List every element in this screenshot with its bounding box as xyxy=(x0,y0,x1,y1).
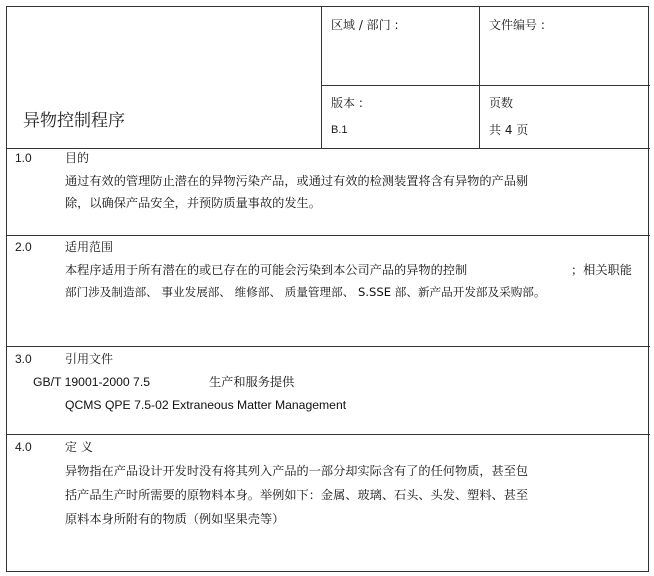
section-number-2: 2.0 xyxy=(15,240,32,254)
reference-standard-code: GB/T 19001-2000 7.5 xyxy=(33,375,150,389)
section-1-line-2: 除，以确保产品安全，并预防质量事故的发生。 xyxy=(65,196,321,210)
section-1-line-1: 通过有效的管理防止潜在的异物污染产品，或通过有效的检测装置将含有异物的产品剔 xyxy=(65,174,529,188)
version-value: B.1 xyxy=(331,124,348,136)
header-mid-rule xyxy=(321,85,650,86)
section-4-line-2: 括产品生产时所需要的原物料本身。举例如下：金属、玻璃、石头、头发、塑料、甚至 xyxy=(65,488,529,502)
section-heading-1: 目的 xyxy=(65,151,90,165)
header-divider-2 xyxy=(479,7,480,148)
doc-title: 异物控制程序 xyxy=(23,111,125,131)
section-heading-2: 适用范围 xyxy=(65,240,114,254)
header-bottom-rule xyxy=(7,148,650,149)
section-number-3: 3.0 xyxy=(15,352,32,366)
section-2-line-1-tail: ；相关职能 xyxy=(571,263,632,277)
pages-label: 页数 xyxy=(489,96,514,110)
region-dept-label: 区域 / 部门 : xyxy=(331,18,399,32)
section-4-line-3: 原料本身所附有的物质（例如坚果壳等） xyxy=(65,512,285,526)
document-page xyxy=(6,6,649,572)
section-number-4: 4.0 xyxy=(15,440,32,454)
section-heading-3: 引用文件 xyxy=(65,352,114,366)
section-4-line-1: 异物指在产品设计开发时没有将其列入产品的一部分却实际含有了的任何物质，甚至包 xyxy=(65,464,529,478)
reference-qcms: QCMS QPE 7.5-02 Extraneous Matter Management xyxy=(65,398,347,412)
reference-standard-title: 生产和服务提供 xyxy=(209,375,295,389)
doc-number-label: 文件编号 : xyxy=(489,18,545,32)
version-label: 版本 : xyxy=(331,96,363,110)
section-2-line-2: 部门涉及制造部、 事业发展部、 维修部、 质量管理部、 S.SSE 部、新产品开发部及采购部。 xyxy=(65,285,546,299)
section-rule-4 xyxy=(7,434,650,435)
section-heading-4: 定 义 xyxy=(65,440,93,454)
section-rule-2 xyxy=(7,235,650,236)
section-number-1: 1.0 xyxy=(15,151,32,165)
pages-total: 共 4 页 xyxy=(489,123,529,137)
section-2-line-1: 本程序适用于所有潜在的或已存在的可能会污染到本公司产品的异物的控制 xyxy=(65,263,468,277)
header-divider-1 xyxy=(321,7,322,148)
section-rule-3 xyxy=(7,346,650,347)
